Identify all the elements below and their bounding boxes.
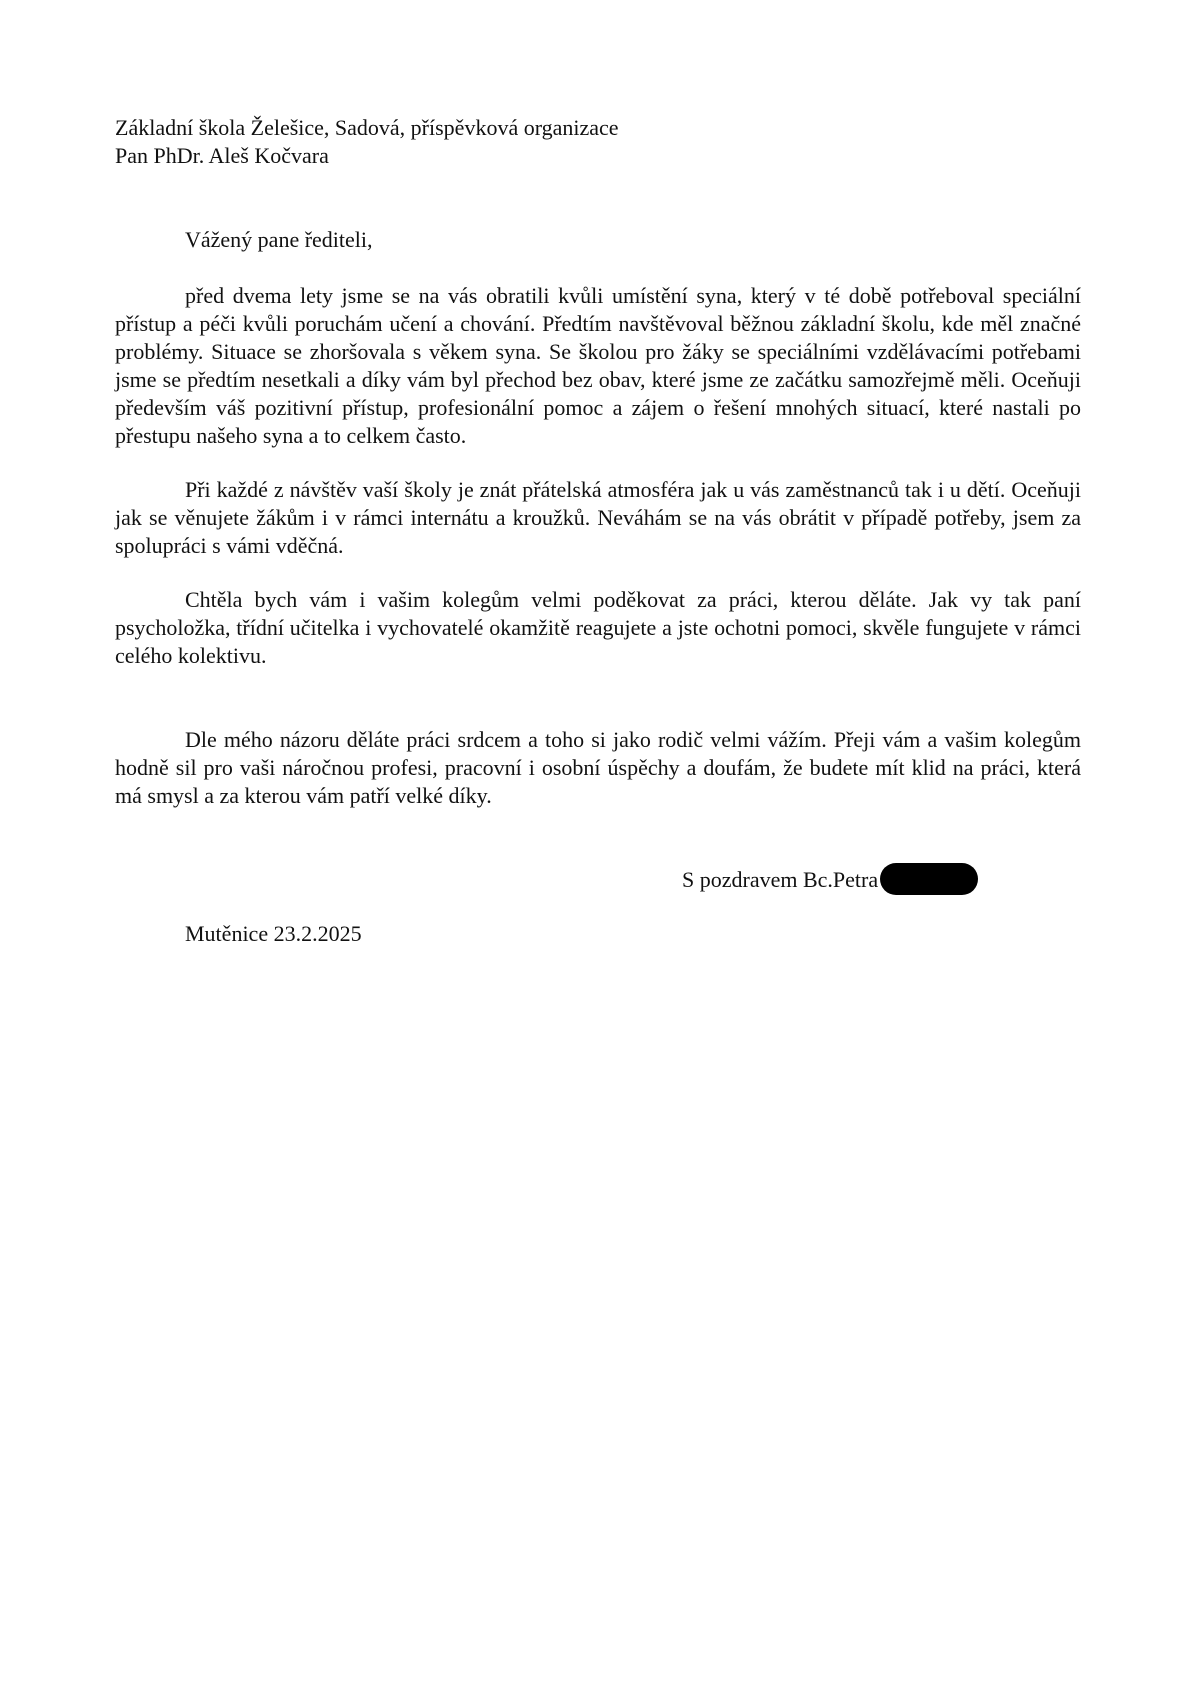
signature-text: S pozdravem Bc.Petra bbox=[682, 867, 879, 893]
redacted-surname bbox=[880, 863, 978, 895]
body-paragraph: před dvema lety jsme se na vás obratili kvůli umístění syna, který v té době potřeboval speciální přístup a péči kvůli poruchám učení a chování. Předtím navštěvoval běžnou základní školu, kde měl značné problémy. Situace se zhoršovala s věkem syna. Se školou pro žáky se speciálními vzdělávacími potřebami jsme se předtím nesetkali a díky vám byl přechod bez obav, které jsme ze začátku samozřejmě měli. Oceňuji především váš pozitivní přístup, profesionální pomoc a zájem o řešení mnohých situací, které nastali po přestupu našeho syna a to celkem často. bbox=[115, 283, 1081, 448]
recipient-name: Pan PhDr. Aleš Kočvara bbox=[115, 143, 329, 168]
body-paragraph: Dle mého názoru děláte práci srdcem a toho si jako rodič velmi vážím. Přeji vám a vašim kolegům hodně sil pro vaši náročnou profesi, pracovní i osobní úspěchy a doufám, že budete mít klid na práci, která má smysl a za kterou vám patří velké díky. bbox=[115, 727, 1081, 808]
place-and-date: Mutěnice 23.2.2025 bbox=[185, 921, 362, 946]
body-paragraph: Chtěla bych vám i vašim kolegům velmi poděkovat za práci, kterou děláte. Jak vy tak paní psycholožka, třídní učitelka i vychovatelé okamžitě reagujete a jste ochotni pomoci, skvěle fungujete v rámci celého kolektivu. bbox=[115, 587, 1081, 668]
recipient-institution: Základní škola Želešice, Sadová, příspěvková organizace bbox=[115, 115, 619, 140]
signature-line bbox=[682, 866, 978, 898]
body-paragraph: Při každé z návštěv vaší školy je znát přátelská atmosféra jak u vás zaměstnanců tak i u dětí. Oceňuji jak se věnujete žákům i v rámci internátu a kroužků. Neváhám se na vás obrátit v případě potřeby, jsem za spolupráci s vámi vděčná. bbox=[115, 477, 1081, 558]
salutation: Vážený pane řediteli, bbox=[185, 227, 373, 252]
